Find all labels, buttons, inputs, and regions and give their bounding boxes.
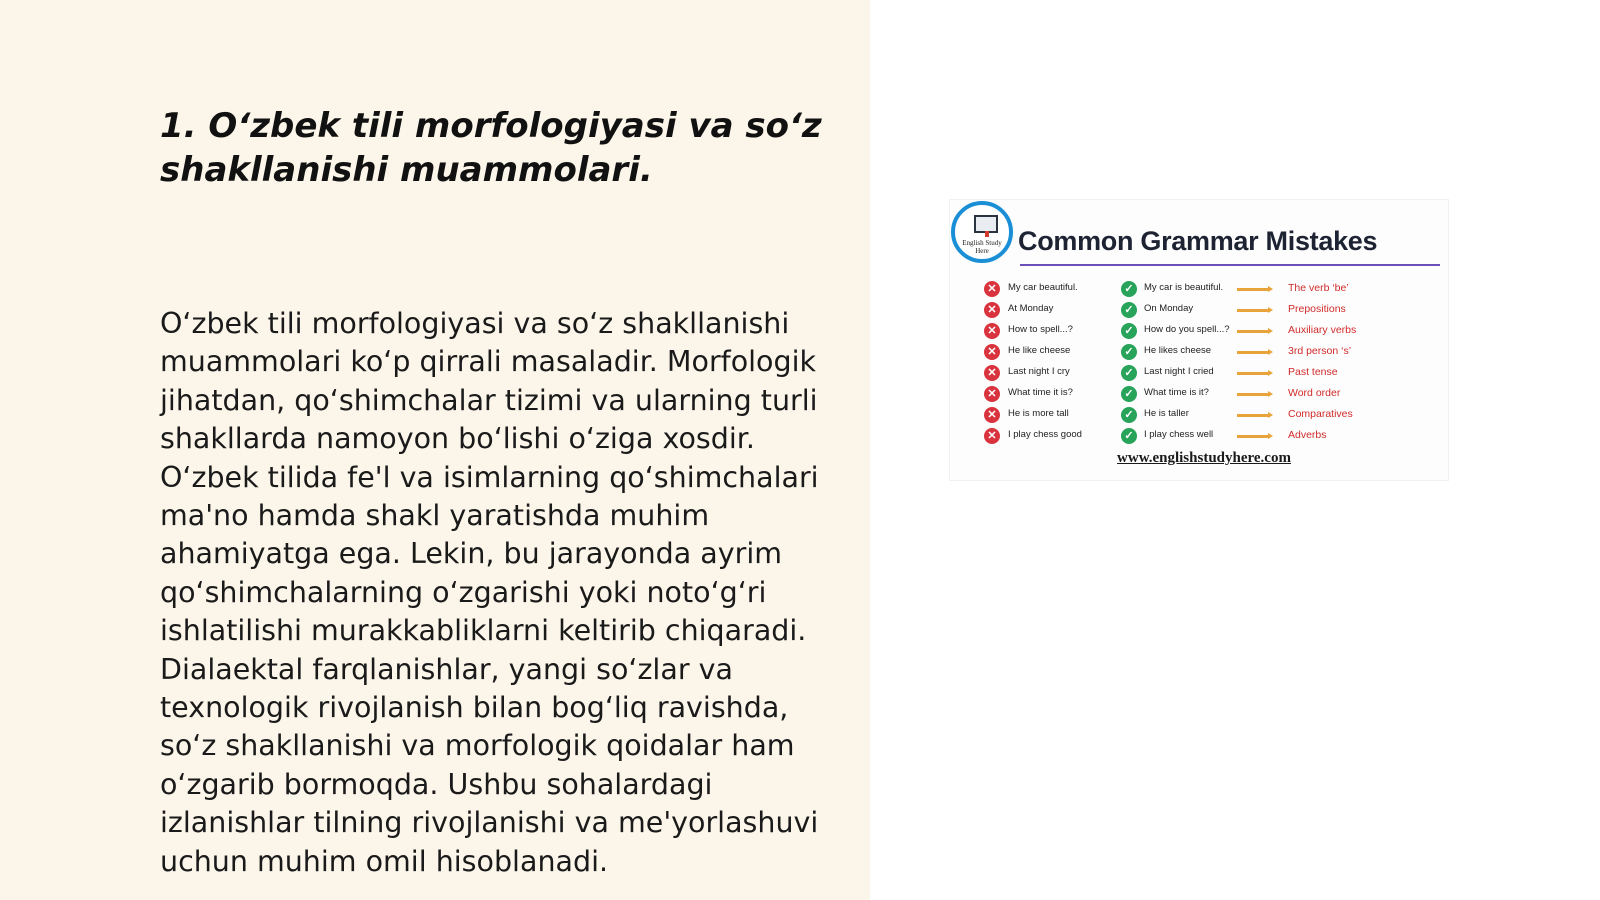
mistake-row [984,362,1444,383]
correct-example: What time is it? [1144,387,1209,398]
slide-title: 1. O‘zbek tili morfologiyasi va so‘z shakllanishi muammolari. [160,106,822,190]
arrow-right-icon [1237,372,1269,375]
title-underline [1020,264,1440,266]
x-circle-icon: ✕ [984,386,1000,402]
arrow-right-icon [1237,330,1269,333]
mistake-category: Prepositions [1288,303,1346,315]
check-circle-icon: ✓ [1121,407,1137,423]
slide-body-text: O‘zbek tili morfologiyasi va so‘z shakllanishi muammolari ko‘p qirrali masaladir. Morfologik jihatdan, qo‘shimchalar tizimi va ularning turli shakllarda namoyon bo‘lishi o‘ziga xosdir. O‘zbek tilida fe'l va isimlarning qo‘shimchalari ma'no hamda shakl yaratishda muhim ahamiyatga ega. Lekin, bu jarayonda ayrim qo‘shimchalarning o‘zgarishi yoki noto‘g‘ri ishlatilishi murakkabliklarni keltirib chiqaradi. Dialaektal farqlanishlar, yangi so‘zlar va texnologik rivojlanish bilan bog‘liq ravishda, so‘z shakllanishi va morfologik qoidalar ham o‘zgarib bormoqda. Ushbu sohalardagi izlanishlar tilning rivojlanishi va me'yorlashuvi uchun muhim omil hisoblanadi. [160,307,819,878]
mistake-category: The verb ‘be’ [1288,282,1349,294]
mistake-category: 3rd person ‘s’ [1288,345,1352,357]
x-circle-icon: ✕ [984,344,1000,360]
correct-example: He likes cheese [1144,345,1212,356]
correct-example: How do you spell...? [1144,324,1230,335]
x-circle-icon: ✕ [984,302,1000,318]
mistake-row [984,425,1444,446]
x-circle-icon: ✕ [984,365,1000,381]
check-circle-icon: ✓ [1121,281,1137,297]
mistake-category: Adverbs [1288,429,1327,441]
infographic-url: www.englishstudyhere.com [1117,450,1291,466]
x-circle-icon: ✕ [984,428,1000,444]
english-study-here-logo [951,201,1013,263]
check-circle-icon: ✓ [1121,344,1137,360]
arrow-right-icon [1237,309,1269,312]
mistake-category: Comparatives [1288,408,1353,420]
wrong-example: How to spell...? [1008,324,1073,335]
book-icon [974,215,998,233]
arrow-right-icon [1237,393,1269,396]
mistake-row [984,404,1444,425]
correct-example: My car is beautiful. [1144,282,1224,293]
check-circle-icon: ✓ [1121,302,1137,318]
x-circle-icon: ✕ [984,281,1000,297]
wrong-example: I play chess good [1008,429,1082,440]
wrong-example: At Monday [1008,303,1054,314]
mistake-category: Word order [1288,387,1341,399]
mistake-category: Auxiliary verbs [1288,324,1357,336]
grammar-mistakes-infographic [950,200,1448,480]
x-circle-icon: ✕ [984,323,1000,339]
correct-example: I play chess well [1144,429,1214,440]
logo-text: English Study Here [962,239,1002,255]
mistake-row [984,320,1444,341]
arrow-right-icon [1237,435,1269,438]
wrong-example: He like cheese [1008,345,1071,356]
arrow-right-icon [1237,414,1269,417]
mistake-row [984,299,1444,320]
arrow-right-icon [1237,288,1269,291]
wrong-example: My car beautiful. [1008,282,1078,293]
mistake-category: Past tense [1288,366,1338,378]
infographic-title: Common Grammar Mistakes [1018,226,1378,256]
wrong-example: Last night I cry [1008,366,1070,377]
x-circle-icon: ✕ [984,407,1000,423]
correct-example: On Monday [1144,303,1194,314]
check-circle-icon: ✓ [1121,428,1137,444]
correct-example: He is taller [1144,408,1189,419]
check-circle-icon: ✓ [1121,323,1137,339]
mistake-row [984,341,1444,362]
wrong-example: What time it is? [1008,387,1073,398]
mistake-row [984,278,1444,299]
correct-example: Last night I cried [1144,366,1214,377]
check-circle-icon: ✓ [1121,365,1137,381]
check-circle-icon: ✓ [1121,386,1137,402]
arrow-right-icon [1237,351,1269,354]
wrong-example: He is more tall [1008,408,1069,419]
mistake-rows [984,278,1444,446]
mistake-row [984,383,1444,404]
